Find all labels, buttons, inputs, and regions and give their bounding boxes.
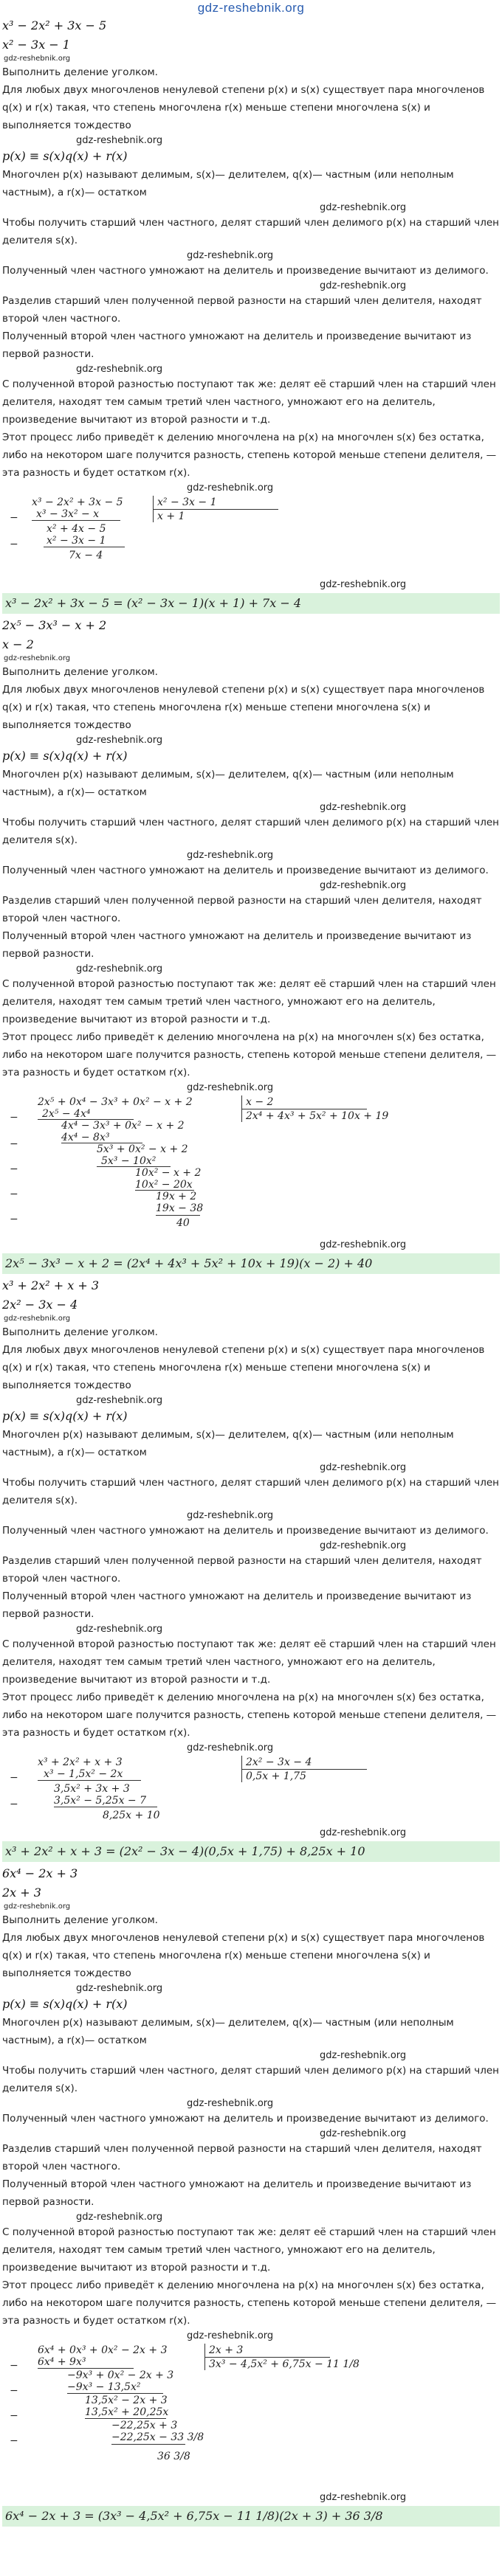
watermark: gdz-reshebnik.org — [187, 1742, 274, 1753]
divisor-expression: 2x² − 3x − 4 — [2, 1298, 78, 1312]
long-division — [2, 2344, 500, 2488]
watermark: gdz-reshebnik.org — [76, 364, 163, 375]
divisor-expression: x − 2 — [2, 637, 34, 651]
minus-sign: − — [10, 512, 18, 524]
paragraph-p6: Полученный второй член частного умножают на делитель и произведение вычитают из первой разности. — [2, 930, 472, 960]
division-step: 10x² − x + 2 — [135, 1167, 202, 1179]
minus-sign: − — [10, 2435, 18, 2447]
division-step: x³ + 2x² + x + 3 — [38, 1756, 123, 1768]
division-step: x³ − 1,5x² − 2x — [44, 1768, 123, 1780]
paragraph-p4: Полученный член частного умножают на делитель и произведение вычитают из делимого. — [2, 865, 489, 876]
paragraph-p7: С полученной второй разностью поступают так же: делят её старший член на старший член делителя, находят тем самым третий член частного, умножают его на делитель, произведение вычитают из второй разности и т.д. — [2, 978, 496, 1025]
division-quotient: 2x⁴ + 4x³ + 5x² + 10x + 19 — [246, 1110, 389, 1122]
long-division — [2, 496, 500, 575]
division-divisor: x² − 3x − 1 — [157, 496, 217, 508]
paragraph-p6: Полученный второй член частного умножают на делитель и произведение вычитают из первой разности. — [2, 1590, 472, 1620]
division-line — [38, 1119, 134, 1120]
paragraph-p8: Этот процесс либо приведёт к делению многочлена на p(x) на многочлен s(x) без остатка, либо на некотором шаге получится разность, степень которой меньше степени делителя, — эта разность и будет остатком r(x). — [2, 1692, 497, 1739]
watermark: gdz-reshebnik.org — [187, 850, 274, 861]
watermark: gdz-reshebnik.org — [320, 579, 407, 590]
division-line — [156, 1215, 200, 1216]
division-step: 5x³ − 10x² — [101, 1155, 157, 1167]
identity-formula: p(x) ≡ s(x)q(x) + r(x) — [2, 1997, 128, 2011]
paragraph-p7: С полученной второй разностью поступают так же: делят её старший член на старший член делителя, находят тем самым третий член частного, умножают его на делитель, произведение вычитают из второй разности и т.д. — [2, 2226, 496, 2274]
paragraph-method: Выполнить деление уголком. — [2, 1326, 158, 1338]
paragraph-p6: Полученный второй член частного умножают на делитель и произведение вычитают из первой разности. — [2, 2178, 472, 2208]
watermark: gdz-reshebnik.org — [320, 2128, 407, 2139]
minus-sign: − — [10, 1772, 18, 1784]
problem-3 — [2, 1276, 500, 1862]
division-step: 2x⁵ − 4x⁴ — [42, 1108, 91, 1120]
identity-formula: p(x) ≡ s(x)q(x) + r(x) — [2, 1409, 128, 1423]
division-divisor: 2x + 3 — [209, 2344, 244, 2356]
paragraph-p4: Полученный член частного умножают на делитель и произведение вычитают из делимого. — [2, 2113, 489, 2125]
division-line — [135, 1190, 194, 1191]
division-divisor: 2x² − 3x − 4 — [246, 1756, 312, 1768]
division-step: 5x³ + 0x² − x + 2 — [97, 1143, 188, 1155]
watermark: gdz-reshebnik.org — [76, 135, 163, 146]
division-step: 3,5x² + 3x + 3 — [54, 1783, 130, 1795]
paragraph-p8: Этот процесс либо приведёт к делению многочлена на p(x) на многочлен s(x) без остатка, либо на некотором шаге получится разность, степень которой меньше степени делителя, — эта разность и будет остатком r(x). — [2, 432, 497, 479]
minus-sign: − — [10, 1138, 18, 1150]
watermark: gdz-reshebnik.org — [320, 1239, 407, 1250]
paragraph-p5: Разделив старший член полученной первой разности на старший член делителя, находят второй член частного. — [2, 895, 482, 924]
minus-sign: − — [10, 539, 18, 550]
division-step: 40 — [176, 1217, 190, 1229]
division-step: 4x⁴ − 3x³ + 0x² − x + 2 — [61, 1120, 185, 1132]
result-identity: 6x⁴ − 2x + 3 = (3x³ − 4,5x² + 6,75x − 11 1/8)(2x + 3) + 36 3/8 — [2, 2506, 500, 2527]
division-line — [85, 2418, 166, 2419]
paragraph-p5: Разделив старший член полученной первой разности на старший член делителя, находят второй член частного. — [2, 2143, 482, 2172]
paragraph-p7: С полученной второй разностью поступают так же: делят её старший член на старший член делителя, находят тем самым третий член частного, умножают его на делитель, произведение вычитают из второй разности и т.д. — [2, 378, 496, 426]
divisor-expression: 2x + 3 — [2, 1886, 41, 1900]
division-step: 6x⁴ + 0x³ + 0x² − 2x + 3 — [38, 2344, 168, 2356]
paragraph-p3: Чтобы получить старший член частного, делят старший член делимого p(x) на старший член делителя s(x). — [2, 217, 499, 246]
divisor-expression: x² − 3x − 1 — [2, 38, 70, 52]
division-step: 13,5x² + 20,25x — [85, 2406, 169, 2418]
division-step: x³ − 2x² + 3x − 5 — [32, 496, 123, 508]
site-header — [0, 0, 502, 16]
division-step: x² − 3x − 1 — [47, 535, 106, 547]
watermark: gdz-reshebnik.org — [76, 1395, 163, 1406]
paragraph-p8: Этот процесс либо приведёт к делению многочлена на p(x) на многочлен s(x) без остатка, либо на некотором шаге получится разность, степень которой меньше степени делителя, — эта разность и будет остатком r(x). — [2, 2279, 497, 2327]
paragraph-p1: Для любых двух многочленов ненулевой степени p(x) и s(x) существует пара многочленов q(x) и r(x) такая, что степень многочлена r(x) меньше степени многочлена s(x) и выполняется тождество — [2, 1932, 485, 1979]
watermark: gdz-reshebnik.org — [320, 1827, 407, 1838]
problem-4 — [2, 1864, 500, 2527]
division-step: 19x − 38 — [156, 1202, 204, 1214]
watermark: gdz-reshebnik.org — [4, 55, 71, 63]
watermark: gdz-reshebnik.org — [320, 2050, 407, 2061]
paragraph-p3: Чтобы получить старший член частного, делят старший член делимого p(x) на старший член делителя s(x). — [2, 1477, 499, 1506]
watermark: gdz-reshebnik.org — [320, 802, 407, 813]
division-quotient: 0,5x + 1,75 — [246, 1770, 306, 1782]
division-step: 6x⁴ + 9x³ — [38, 2356, 86, 2368]
problem-1 — [2, 16, 500, 614]
watermark: gdz-reshebnik.org — [320, 880, 407, 891]
watermark: gdz-reshebnik.org — [320, 1540, 407, 1551]
division-step: −9x³ − 13,5x² — [67, 2381, 141, 2393]
division-quotient: x + 1 — [157, 510, 185, 522]
paragraph-p6: Полученный второй член частного умножают на делитель и произведение вычитают из первой разности. — [2, 330, 472, 360]
minus-sign: − — [10, 2385, 18, 2397]
watermark: gdz-reshebnik.org — [187, 482, 274, 494]
division-step: 19x + 2 — [156, 1191, 197, 1202]
result-identity: x³ − 2x² + 3x − 5 = (x² − 3x − 1)(x + 1) + 7x − 4 — [2, 593, 500, 614]
paragraph-p1: Для любых двух многочленов ненулевой степени p(x) и s(x) существует пара многочленов q(x) и r(x) такая, что степень многочлена r(x) меньше степени многочлена s(x) и выполняется тождество — [2, 1344, 485, 1391]
watermark: gdz-reshebnik.org — [76, 2212, 163, 2223]
minus-sign: − — [10, 1798, 18, 1810]
paragraph-p2: Многочлен p(x) называют делимым, s(x)— делителем, q(x)— частным (или неполным частным), а r(x)— остатком — [2, 169, 454, 198]
division-step: 10x² − 20x — [135, 1179, 193, 1191]
division-divisor: x − 2 — [246, 1096, 274, 1108]
division-line — [32, 520, 120, 521]
result-identity: 2x⁵ − 3x³ − x + 2 = (2x⁴ + 4x³ + 5x² + 10x + 19)(x − 2) + 40 — [2, 1253, 500, 1274]
minus-sign: − — [10, 1188, 18, 1200]
dividend-expression: 6x⁴ − 2x + 3 — [2, 1866, 78, 1880]
division-line — [67, 2393, 163, 2394]
result-identity: x³ + 2x² + x + 3 = (2x² − 3x − 4)(0,5x + 1,75) + 8,25x + 10 — [2, 1841, 500, 1862]
watermark: gdz-reshebnik.org — [320, 2492, 407, 2503]
division-step: x³ − 3x² − x — [36, 508, 100, 520]
paragraph-p5: Разделив старший член полученной первой разности на старший член делителя, находят второй член частного. — [2, 1555, 482, 1585]
watermark: gdz-reshebnik.org — [4, 654, 71, 662]
division-quotient: 3x³ − 4,5x² + 6,75x − 11 1/8 — [209, 2358, 360, 2370]
paragraph-p3: Чтобы получить старший член частного, делят старший член делимого p(x) на старший член делителя s(x). — [2, 2065, 499, 2094]
paragraph-p3: Чтобы получить старший член частного, делят старший член делимого p(x) на старший член делителя s(x). — [2, 817, 499, 846]
paragraph-p1: Для любых двух многочленов ненулевой степени p(x) и s(x) существует пара многочленов q(x) и r(x) такая, что степень многочлена r(x) меньше степени многочлена s(x) и выполняется тождество — [2, 684, 485, 731]
minus-sign: − — [10, 1112, 18, 1123]
long-division — [2, 1095, 500, 1236]
paragraph-p2: Многочлен p(x) называют делимым, s(x)— делителем, q(x)— частным (или неполным частным), а r(x)— остатком — [2, 769, 454, 798]
dividend-expression: 2x⁵ − 3x³ − x + 2 — [2, 618, 107, 632]
watermark: gdz-reshebnik.org — [187, 2098, 274, 2109]
watermark: gdz-reshebnik.org — [187, 1082, 274, 1093]
site-logo[interactable]: gdz-reshebnik.org — [197, 1, 305, 15]
dividend-expression: x³ + 2x² + x + 3 — [2, 1278, 99, 1292]
division-line — [97, 1166, 171, 1167]
watermark: gdz-reshebnik.org — [76, 1624, 163, 1635]
watermark: gdz-reshebnik.org — [320, 280, 407, 291]
dividend-expression: x³ − 2x² + 3x − 5 — [2, 18, 107, 32]
division-line — [38, 2368, 134, 2369]
minus-sign: − — [10, 1163, 18, 1175]
paragraph-p2: Многочлен p(x) называют делимым, s(x)— делителем, q(x)— частным (или неполным частным), а r(x)— остатком — [2, 2017, 454, 2046]
division-step: x² + 4x − 5 — [47, 523, 106, 535]
division-step: 3,5x² − 5,25x − 7 — [54, 1795, 147, 1807]
solution-document — [0, 16, 502, 2527]
paragraph-p1: Для любых двух многочленов ненулевой степени p(x) и s(x) существует пара многочленов q(x) и r(x) такая, что степень многочлена r(x) меньше степени многочлена s(x) и выполняется тождество — [2, 84, 485, 131]
long-division — [2, 1756, 500, 1824]
identity-formula: p(x) ≡ s(x)q(x) + r(x) — [2, 149, 128, 163]
division-step: 2x⁵ + 0x⁴ − 3x³ + 0x² − x + 2 — [38, 1096, 193, 1108]
identity-formula: p(x) ≡ s(x)q(x) + r(x) — [2, 749, 128, 763]
division-line — [38, 1780, 141, 1781]
paragraph-p5: Разделив старший член полученной первой разности на старший член делителя, находят второй член частного. — [2, 295, 482, 325]
paragraph-p4: Полученный член частного умножают на делитель и произведение вычитают из делимого. — [2, 265, 489, 277]
problem-2 — [2, 616, 500, 1274]
paragraph-p8: Этот процесс либо приведёт к делению многочлена на p(x) на многочлен s(x) без остатка, либо на некотором шаге получится разность, степень которой меньше степени делителя, — эта разность и будет остатком r(x). — [2, 1031, 497, 1078]
minus-sign: − — [10, 2360, 18, 2372]
watermark: gdz-reshebnik.org — [76, 963, 163, 974]
division-step: 4x⁴ − 8x³ — [61, 1132, 110, 1143]
paragraph-p4: Полученный член частного умножают на делитель и произведение вычитают из делимого. — [2, 1525, 489, 1537]
watermark: gdz-reshebnik.org — [187, 1510, 274, 1521]
division-step: 13,5x² − 2x + 3 — [85, 2395, 168, 2406]
watermark: gdz-reshebnik.org — [187, 250, 274, 261]
minus-sign: − — [10, 1213, 18, 1225]
watermark: gdz-reshebnik.org — [4, 1315, 71, 1323]
watermark: gdz-reshebnik.org — [187, 2330, 274, 2341]
watermark: gdz-reshebnik.org — [76, 1983, 163, 1994]
division-step: −22,25x − 33 3/8 — [111, 2431, 204, 2443]
watermark: gdz-reshebnik.org — [320, 1462, 407, 1473]
division-step: 7x − 4 — [69, 550, 103, 561]
paragraph-method: Выполнить деление уголком. — [2, 666, 158, 678]
division-step: 36 3/8 — [157, 2451, 190, 2462]
watermark: gdz-reshebnik.org — [4, 1902, 71, 1911]
watermark: gdz-reshebnik.org — [76, 735, 163, 746]
paragraph-p2: Многочлен p(x) называют делимым, s(x)— делителем, q(x)— частным (или неполным частным), а r(x)— остатком — [2, 1429, 454, 1458]
watermark: gdz-reshebnik.org — [320, 202, 407, 213]
division-step: −9x³ + 0x² − 2x + 3 — [67, 2369, 174, 2381]
division-step: 8,25x + 10 — [103, 1810, 160, 1821]
minus-sign: − — [10, 2410, 18, 2422]
division-line — [111, 2444, 185, 2445]
paragraph-p7: С полученной второй разностью поступают так же: делят её старший член на старший член делителя, находят тем самым третий член частного, умножают его на делитель, произведение вычитают из второй разности и т.д. — [2, 1638, 496, 1686]
division-step: −22,25x + 3 — [111, 2420, 178, 2431]
paragraph-method: Выполнить деление уголком. — [2, 1914, 158, 1926]
paragraph-method: Выполнить деление уголком. — [2, 66, 158, 78]
